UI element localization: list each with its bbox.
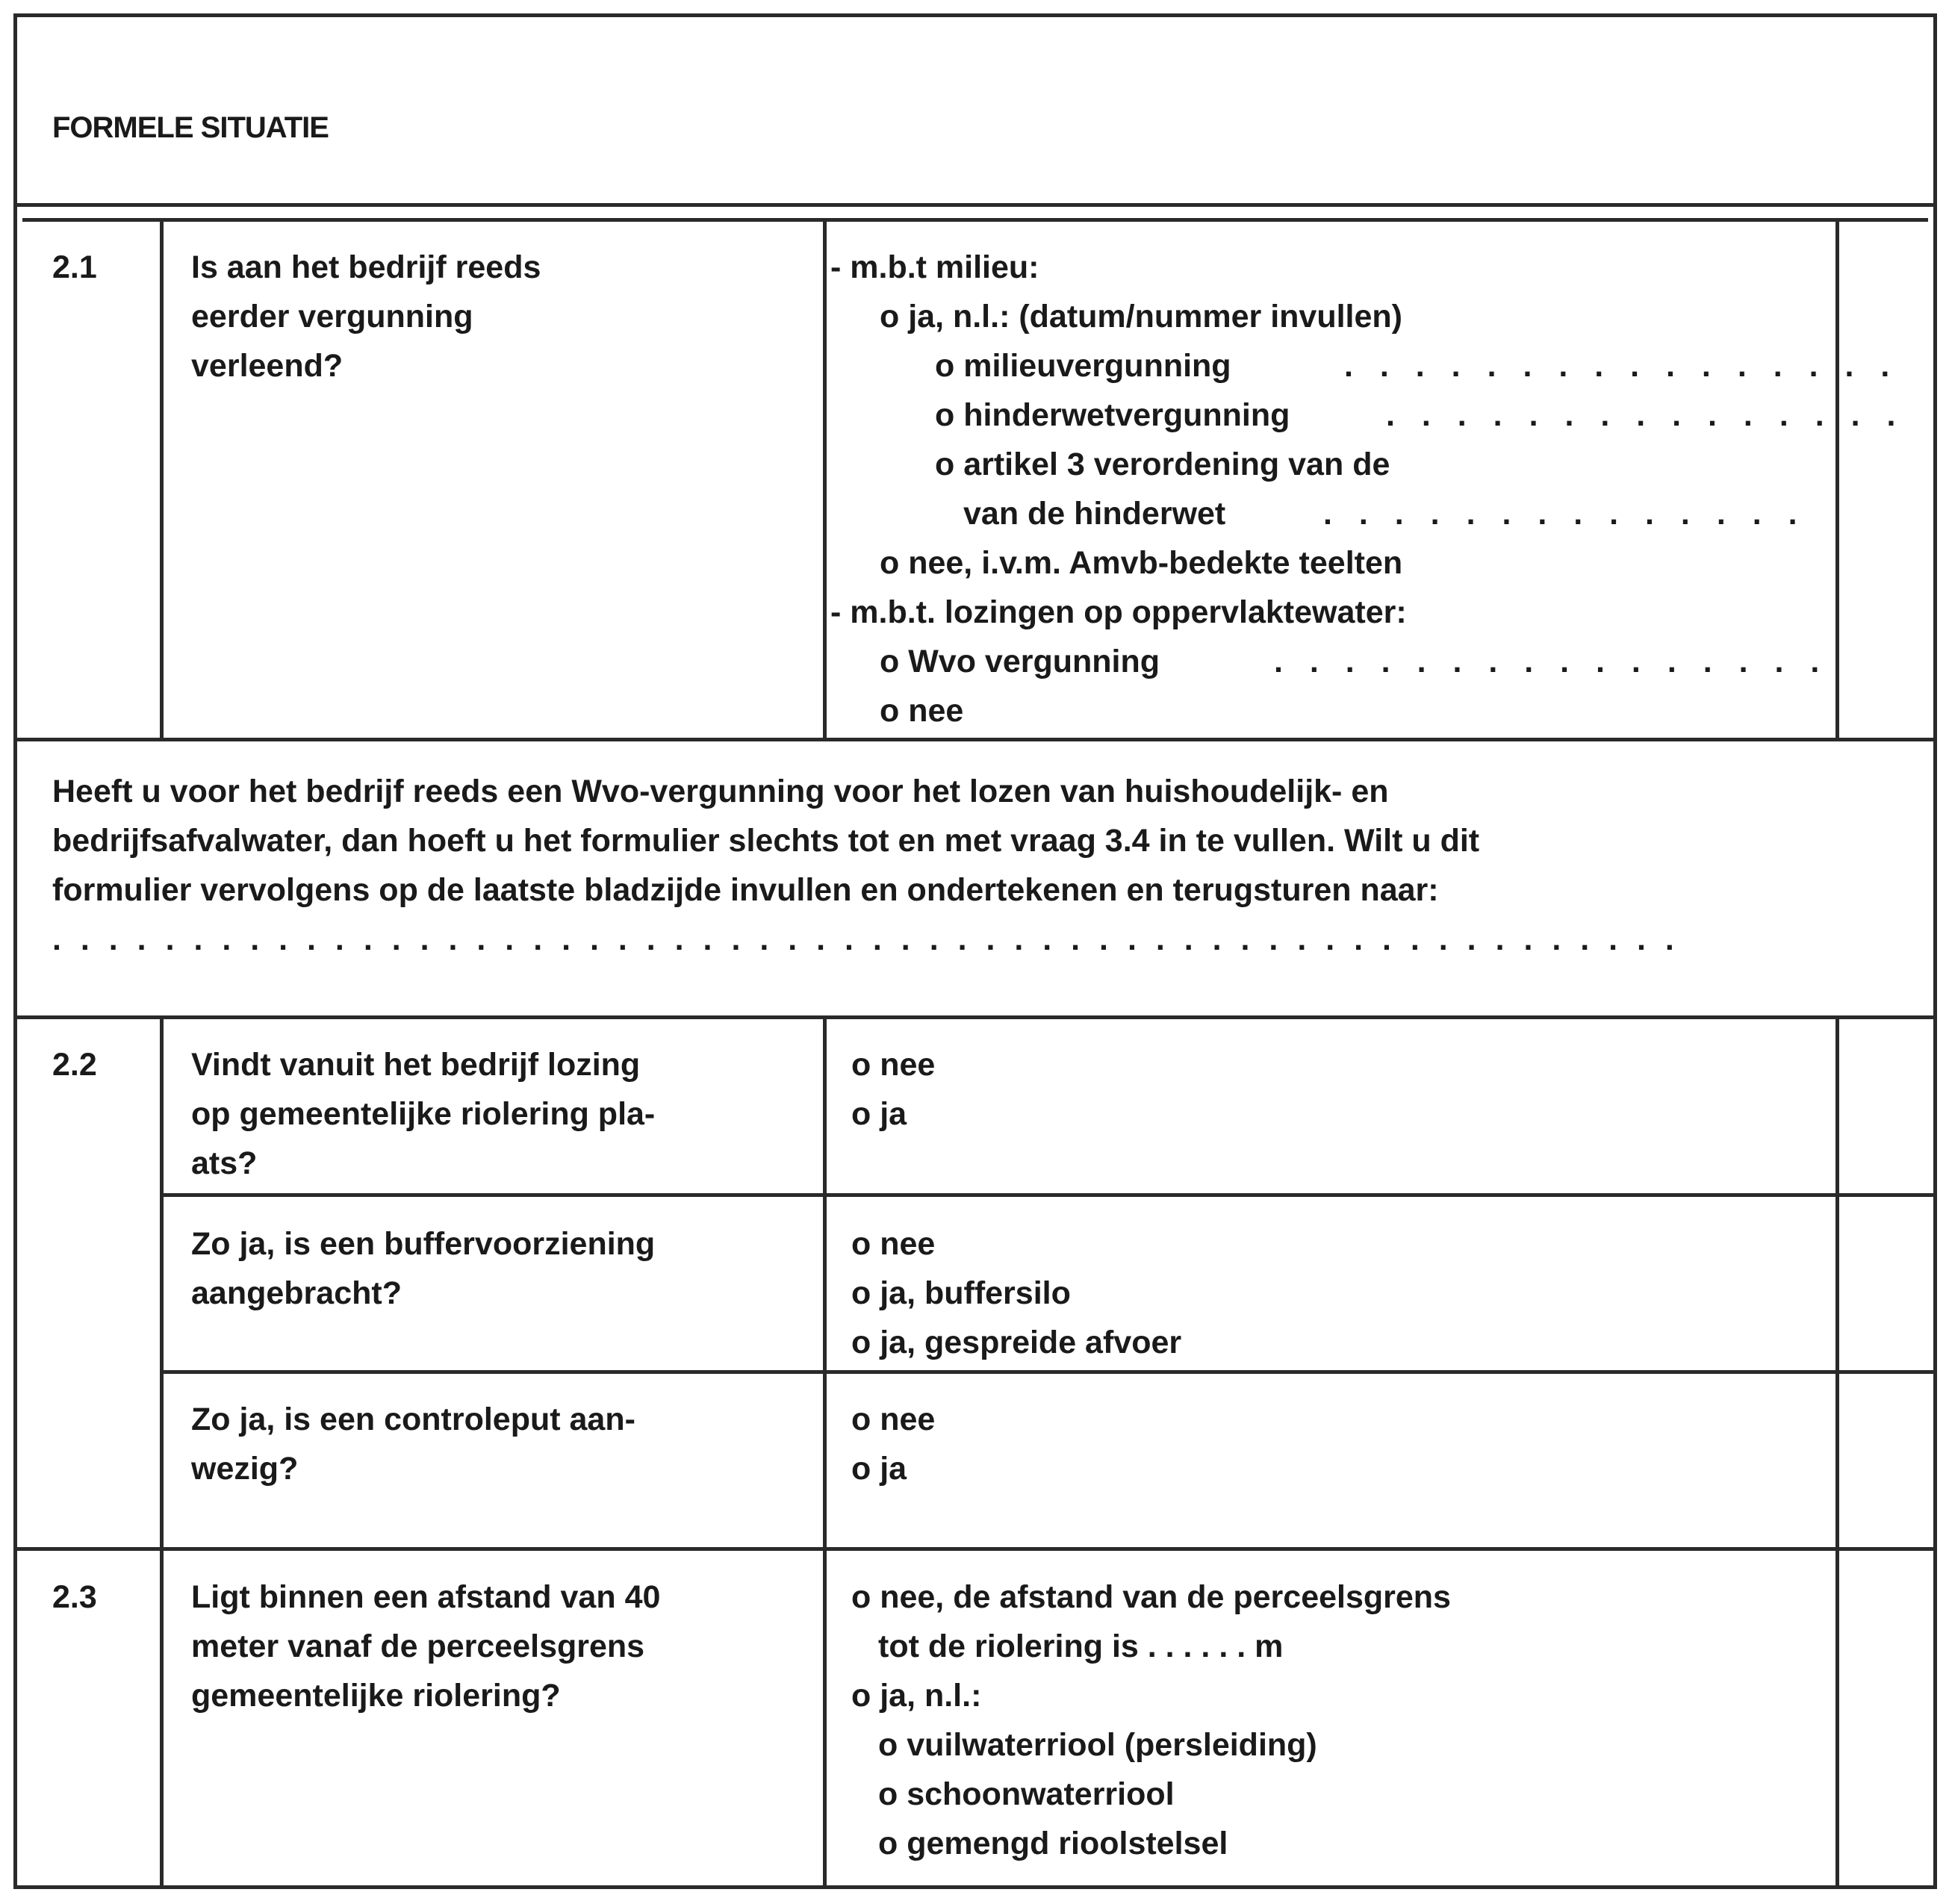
question-text-line: verleend? xyxy=(191,348,344,384)
answer-line: van de hinderwet xyxy=(963,496,1226,532)
question-text-line: op gemeentelijke riolering pla- xyxy=(191,1096,656,1132)
question-text-line: Zo ja, is een buffervoorziening xyxy=(191,1226,656,1262)
question-text-line: Is aan het bedrijf reeds xyxy=(191,249,541,285)
answer-option[interactable]: o ja, n.l.: xyxy=(851,1678,982,1714)
question-text-line: Ligt binnen een afstand van 40 xyxy=(191,1579,661,1615)
question-text-line: aangebracht? xyxy=(191,1275,402,1311)
question-number: 2.1 xyxy=(52,249,97,285)
address-fill-in-dots[interactable]: . . . . . . . . . . . . . . . . . . . . . . . . . . . . . . . . . . . . . . . . . . . . . . . . . . . . . . . . . . xyxy=(52,921,1679,957)
answer-option[interactable]: o schoonwaterriool xyxy=(878,1776,1175,1812)
col-rule-1-top xyxy=(160,218,164,738)
rule-q22-row1 xyxy=(160,1193,1937,1197)
fill-in-dots[interactable]: . . . . . . . . . . . . . . . xyxy=(1386,397,1905,433)
col-rule-3-bottom xyxy=(1835,1015,1839,1889)
rule-below-title xyxy=(13,203,1937,207)
question-number: 2.3 xyxy=(52,1579,97,1615)
question-text-line: Vindt vanuit het bedrijf lozing xyxy=(191,1047,641,1083)
col-rule-3-top xyxy=(1835,218,1839,738)
col-rule-2-top xyxy=(823,218,827,738)
rule-below-q21 xyxy=(13,738,1937,741)
rule-above-q23 xyxy=(13,1547,1937,1551)
answer-option[interactable]: o gemengd rioolstelsel xyxy=(878,1826,1228,1861)
col-rule-2-bottom xyxy=(823,1015,827,1889)
answer-option[interactable]: o nee, de afstand van de perceelsgrens xyxy=(851,1579,1451,1615)
question-text-line: eerder vergunning xyxy=(191,299,473,335)
rule-q22-row2 xyxy=(160,1370,1937,1374)
notice-line: Heeft u voor het bedrijf reeds een Wvo-vergunning voor het lozen van huishoudelijk- en xyxy=(52,774,1389,809)
answer-option[interactable]: o nee xyxy=(851,1226,936,1262)
answer-option[interactable]: o nee xyxy=(851,1401,936,1437)
answer-option[interactable]: o ja xyxy=(851,1096,907,1132)
answer-option[interactable]: o Wvo vergunning xyxy=(880,644,1160,679)
answer-option[interactable]: o artikel 3 verordening van de xyxy=(935,447,1390,482)
section-title: FORMELE SITUATIE xyxy=(52,111,329,144)
answer-option[interactable]: o ja xyxy=(851,1451,907,1487)
answer-option[interactable]: o ja, buffersilo xyxy=(851,1275,1071,1311)
answer-option[interactable]: o ja, gespreide afvoer xyxy=(851,1325,1182,1360)
col-rule-1-bottom xyxy=(160,1015,164,1889)
rule-above-q22 xyxy=(13,1015,1937,1019)
answer-option[interactable]: o ja, n.l.: (datum/nummer invullen) xyxy=(880,299,1402,335)
fill-in-dots[interactable]: . . . . . . . . . . . . . . xyxy=(1323,496,1806,532)
answer-fill-line[interactable]: tot de riolering is . . . . . . m xyxy=(878,1628,1284,1664)
answer-option[interactable]: o vuilwaterriool (persleiding) xyxy=(878,1727,1317,1763)
answer-line: - m.b.t. lozingen op oppervlaktewater: xyxy=(830,594,1407,630)
answer-option[interactable]: o nee xyxy=(880,693,964,729)
question-number: 2.2 xyxy=(52,1047,97,1083)
question-text-line: ats? xyxy=(191,1145,258,1181)
answer-option[interactable]: o hinderwetvergunning xyxy=(935,397,1290,433)
question-text-line: wezig? xyxy=(191,1451,299,1487)
answer-option[interactable]: o milieuvergunning xyxy=(935,348,1231,384)
answer-line: - m.b.t milieu: xyxy=(830,249,1039,285)
answer-option[interactable]: o nee xyxy=(851,1047,936,1083)
rule-inner-top xyxy=(22,218,1928,222)
fill-in-dots[interactable]: . . . . . . . . . . . . . . . . xyxy=(1344,348,1899,384)
notice-line: formulier vervolgens op de laatste bladzijde invullen en ondertekenen en terugsturen naar: xyxy=(52,872,1439,908)
fill-in-dots[interactable]: . . . . . . . . . . . . . . . . xyxy=(1274,644,1829,679)
question-text-line: gemeentelijke riolering? xyxy=(191,1678,561,1714)
question-text-line: Zo ja, is een controleput aan- xyxy=(191,1401,635,1437)
notice-line: bedrijfsafvalwater, dan hoeft u het formulier slechts tot en met vraag 3.4 in te vullen. Wilt u dit xyxy=(52,823,1480,859)
question-text-line: meter vanaf de perceelsgrens xyxy=(191,1628,645,1664)
answer-option[interactable]: o nee, i.v.m. Amvb-bedekte teelten xyxy=(880,545,1403,581)
